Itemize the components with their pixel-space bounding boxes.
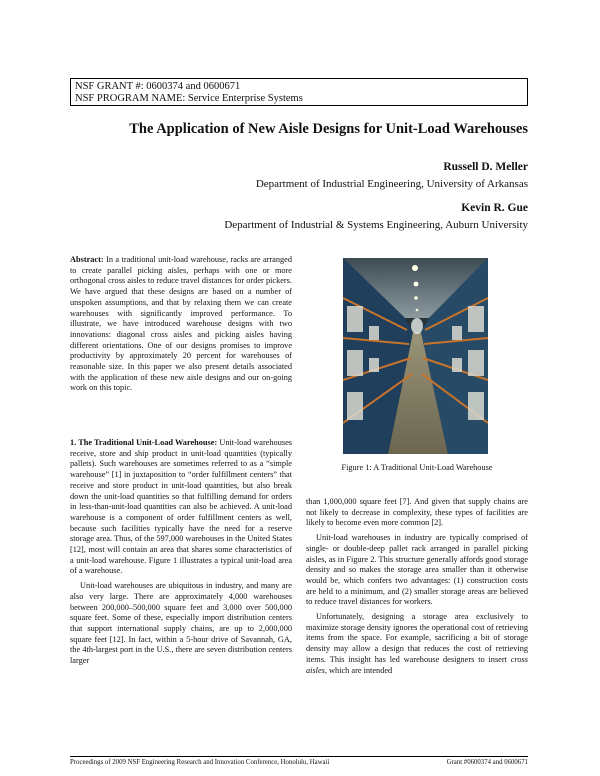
section-1-paragraph: Unit-load warehouses receive, store and ship product in unit-load quantities (typically pallets). Such warehouses are sometimes referred to as a “simple warehouse” [1] in juxtaposition to “order fulfillment centers” that receive and store product in unit-load quantities, but also break down the unit-load quantities so that fulfilling demand for orders in less-than-unit-load quantities can also be achieved. A unit-load warehouse is a component of order fulfillment centers as well, because such facilities typically have the need for a reserve storage area. Thus, of the 597,000 warehouses in the United States [12], most will contain an area that shares some characteristics of a unit-load warehouse. Figure 1 illustrates a typical unit-load area of a warehouse. [70,438,292,576]
grant-info-box [70,78,528,106]
abstract [70,255,292,394]
section-1-paragraph-2: Unit-load warehouses are ubiquitous in industry, and many are also very large. There are approximately 4,000 warehouses between 200,000–500,000 square feet and 3,000 over 500,000 square feet. Some of these, especially import distribution centers that support international supply chains, are up to 2,000,000 square feet [12]. In fact, within a 5-hour drive of Savannah, GA, the 4th-largest port in the U.S., there are seven distribution centers larger [70,581,292,666]
author-name: Russell D. Meller [443,161,528,173]
abstract-text: In a traditional unit-load warehouse, racks are arranged to create parallel picking aisles, perhaps with one or more orthogonal cross aisles to reduce travel distances for order pickers. We have argued that these designs are based on a number of unspoken assumptions, and that by relaxing them we can create warehouses with significantly improved performance. To illustrate, we have introduced warehouse designs with two innovations: diagonal cross aisles and picking aisles having different orientations. One of our designs promises to improve productivity by approximately 20 percent for warehouses of reasonable size. In this paper we also present details associated with the application of these new aisle designs and our on-going work on this topic. [70,255,292,393]
right-paragraph-2: Unit-load warehouses in industry are typically comprised of single- or double-deep pallet rack arranged in parallel picking aisles, as in Figure 2. This structure generally affords good storage density and so makes the storage area smaller than it otherwise would be, which confers two advantages: (1) construction costs are held to a minimum, and (2) smaller storage areas are believed to reduce travel distances for workers. [306,533,528,607]
abstract-label: Abstract: [70,255,104,264]
figure-caption: Figure 1: A Traditional Unit-Load Warehouse [341,463,493,472]
program-name: NSF PROGRAM NAME: Service Enterprise Systems [75,93,303,104]
right-column [306,497,528,676]
section-1 [70,438,292,667]
grant-number: NSF GRANT #: 0600374 and 0600671 [75,81,241,92]
footer-proceedings: Proceedings of 2009 NSF Engineering Research and Innovation Conference, Honolulu, Hawaii [70,759,330,766]
author-name: Kevin R. Gue [461,202,528,214]
author-affiliation: Department of Industrial Engineering, University of Arkansas [255,178,528,190]
warehouse-photo [343,258,488,454]
right-paragraph-3: Unfortunately, designing a storage area exclusively to maximize storage density ignores the operational cost of retrieving items from the space. For example, sacrificing a bit of storage density may allow a design that reduces the cost of retrieving items. This insight has led warehouse designers to insert cross aisles, which are intended [306,612,528,675]
emphasis-cross-aisles: cross aisles [306,654,528,675]
author-affiliation: Department of Industrial & Systems Engineering, Auburn University [224,219,528,231]
footer-rule [70,756,528,757]
right-paragraph: than 1,000,000 square feet [7]. And given that supply chains are not likely to decrease in complexity, these types of facilities are likely to become even more common [2]. [306,497,528,528]
paper-title: The Application of New Aisle Designs for Unit-Load Warehouses [129,121,528,137]
section-heading: 1. The Traditional Unit-Load Warehouse: [70,438,218,447]
footer-grant: Grant #0600374 and 0600671 [446,759,528,766]
